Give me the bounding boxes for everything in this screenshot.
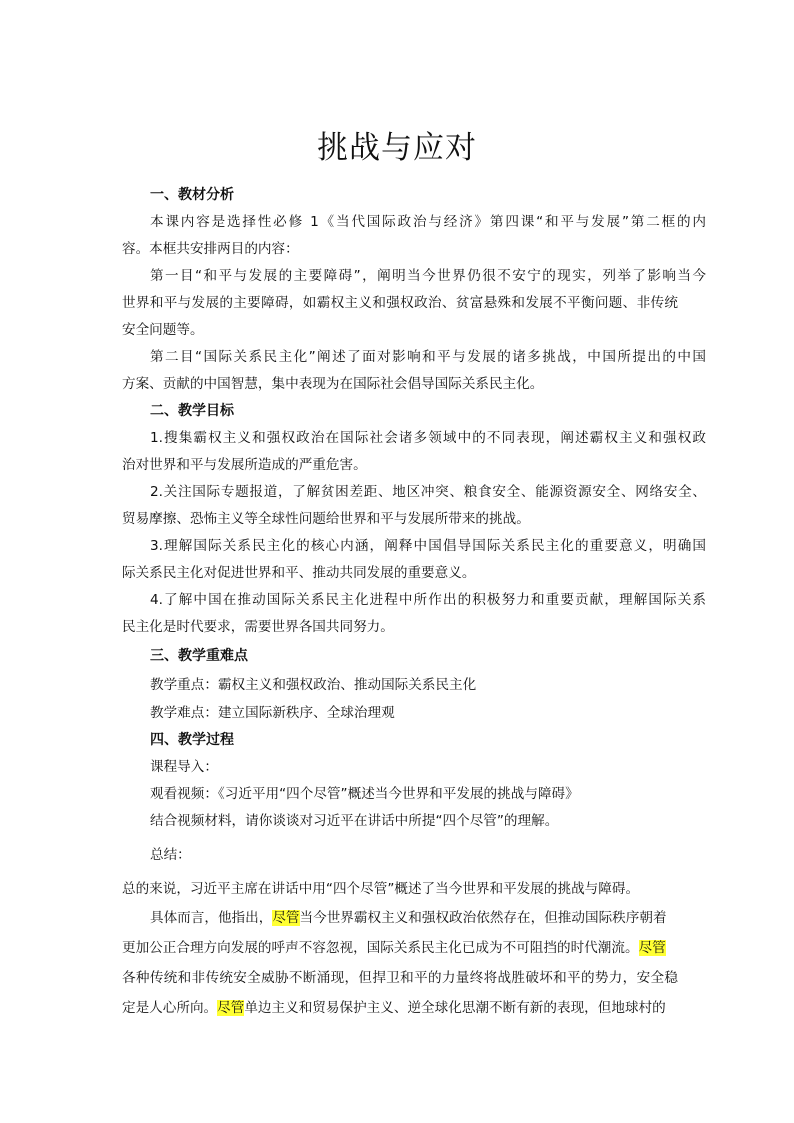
paragraph-line: 世界和平与发展的主要障碍，如霸权主义和强权政治、贫富悬殊和发展不平衡问题、非传统 — [122, 295, 678, 311]
goal-line: 贸易摩擦、恐怖主义等全球性问题给世界和平与发展所带来的挑战。 — [122, 511, 530, 527]
goal-line: 际关系民主化对促进世界和平、推动共同发展的重要意义。 — [122, 565, 476, 581]
goal-line: 4.了解中国在推动国际关系民主化进程中所作出的积极努力和重要贡献，理解国际关系 — [150, 592, 706, 608]
summary-text: 更加公正合理方向发展的呼声不容忽视，国际关系民主化已成为不可阻挡的时代潮流。 — [122, 940, 639, 956]
question-line: 结合视频材料，请你谈谈对习近平在讲话中所提“四个尽管”的理解。 — [150, 813, 559, 829]
section-heading-2: 二、教学目标 — [150, 403, 234, 419]
summary-line: 各种传统和非传统安全威胁不断涌现，但捍卫和平的力量终将战胜破坏和平的势力，安全稳 — [122, 970, 678, 986]
summary-text: 具体而言，他指出， — [150, 910, 273, 926]
paragraph-line: 容。本框共安排两目的内容： — [122, 241, 299, 257]
highlight-jinguan: 尽管 — [217, 1000, 245, 1016]
paragraph-line: 本课内容是选择性必修 1《当代国际政治与经济》第四课“和平与发展”第二框的内 — [150, 214, 706, 230]
goal-line: 治对世界和平与发展所造成的严重危害。 — [122, 457, 367, 473]
goal-line: 1.搜集霸权主义和强权政治在国际社会诸多领域中的不同表现，阐述霸权主义和强权政 — [150, 430, 706, 446]
section-heading-4: 四、教学过程 — [150, 732, 234, 748]
paragraph-line: 第一目“和平与发展的主要障碍”，阐明当今世界仍很不安宁的现实，列举了影响当今 — [150, 268, 706, 284]
summary-text: 定是人心所向。 — [122, 1000, 218, 1016]
summary-line — [122, 999, 678, 1017]
goal-line: 2.关注国际专题报道，了解贫困差距、地区冲突、粮食安全、能源资源安全、网络安全、 — [150, 484, 706, 500]
key-point: 教学重点：霸权主义和强权政治、推动国际关系民主化 — [150, 677, 477, 693]
summary-text: 当今世界霸权主义和强权政治依然存在，但推动国际秩序朝着 — [299, 910, 667, 926]
intro-label: 课程导入： — [150, 759, 218, 775]
goal-line: 3.理解国际关系民主化的核心内涵，阐释中国倡导国际关系民主化的重要意义，明确国 — [150, 538, 706, 554]
highlight-jinguan: 尽管 — [638, 940, 666, 956]
section-heading-1: 一、教材分析 — [150, 187, 234, 203]
paragraph-line: 安全问题等。 — [122, 322, 204, 338]
paragraph-line: 方案、贡献的中国智慧，集中表现为在国际社会倡导国际关系民主化。 — [122, 376, 544, 392]
summary-text: 单边主义和贸易保护主义、逆全球化思潮不断有新的表现，但地球村的 — [244, 1000, 666, 1016]
summary-line: 总的来说，习近平主席在讲话中用“四个尽管”概述了当今世界和平发展的挑战与障碍。 — [122, 881, 640, 897]
page-title: 挑战与应对 — [317, 130, 477, 166]
section-heading-3: 三、教学重难点 — [150, 648, 248, 664]
summary-label: 总结： — [150, 847, 191, 863]
video-line: 观看视频：《习近平用“四个尽管”概述当今世界和平发展的挑战与障碍》 — [150, 786, 579, 802]
highlight-jinguan: 尽管 — [272, 910, 300, 926]
goal-line: 民主化是时代要求，需要世界各国共同努力。 — [122, 619, 394, 635]
summary-line — [122, 939, 678, 957]
difficult-point: 教学难点：建立国际新秩序、全球治理观 — [150, 705, 395, 721]
paragraph-line: 第二目“国际关系民主化”阐述了面对影响和平与发展的诸多挑战，中国所提出的中国 — [150, 349, 706, 365]
summary-line — [122, 909, 706, 927]
